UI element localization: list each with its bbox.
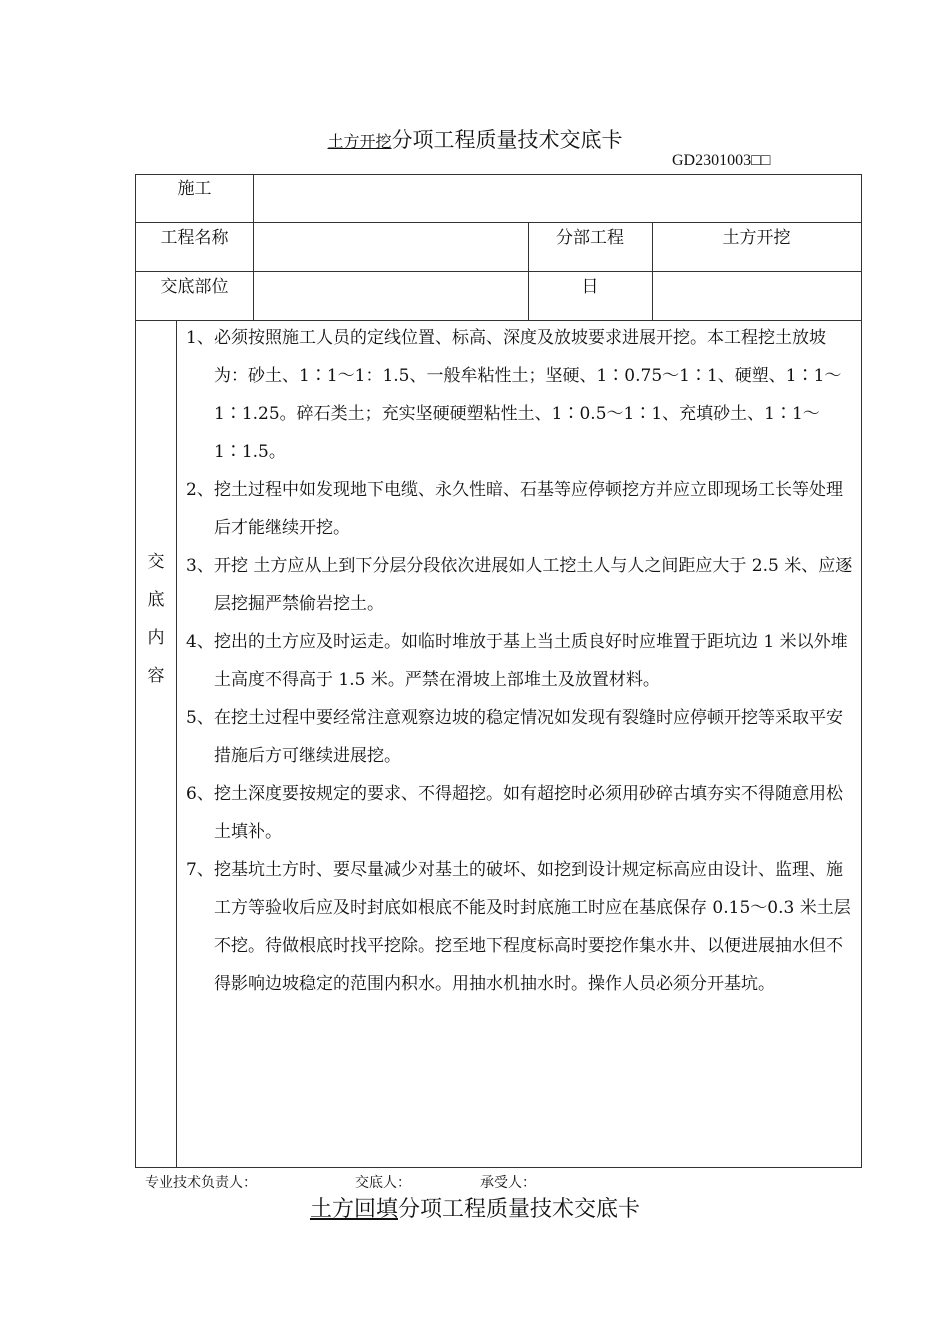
list-item: 1、 必须按照施工人员的定线位置、标高、深度及放坡要求进展开挖。本工程挖土放坡为：砂土、1∶1～1：1.5、一般牟粘性土；坚硬、1∶0.75～1∶1、硬塑、1∶1～1∶1.25。碎石类土；充实坚硬硬塑粘性土、1∶0.5～1∶1、充填砂土、1∶1～1∶1.5。 — [186, 328, 842, 462]
sub-project-value: 土方开挖 — [722, 228, 791, 248]
project-name-label: 工程名称 — [160, 228, 229, 248]
document-code: GD2301003□□ — [672, 152, 771, 169]
position-label: 交底部位 — [160, 277, 229, 297]
title-rest: 分项工程质量技术交底卡 — [398, 1197, 641, 1222]
title-underlined: 土方回填 — [309, 1197, 398, 1222]
construction-label: 施工 — [177, 179, 212, 199]
page-title — [0, 124, 950, 154]
list-item: 7、 挖基坑土方时、要尽量减少对基土的破坏、如挖到设计规定标高应由设计、监理、施工方等验收后应及时封底如根底不能及时封底施工时应在基底保存 0.15～0.3 米土层不挖。待做根底时找平挖除。挖至地下程度标高时要挖作集水井、以便进展抽水但不得影响边坡稳定的范围内积水。用抽水机抽水时。操作人员必须分开基坑。 — [186, 860, 851, 994]
list-item: 2、 挖土过程中如发现地下电缆、永久性暗、石基等应停顿挖方并应立即现场工长等处理后才能继续开挖。 — [186, 480, 843, 538]
disclosure-content — [176, 319, 856, 1003]
discloser-label: 交底人： — [355, 1175, 411, 1191]
list-item: 4、 挖出的土方应及时运走。如临时堆放于基上当土质良好时应堆置于距坑边 1 米以外堆土高度不得高于 1.5 米。严禁在滑坡上部堆土及放置材料。 — [186, 632, 848, 690]
sub-project-label: 分部工程 — [556, 228, 624, 248]
content-label: 交 底 内 容 — [147, 552, 165, 686]
second-title — [0, 1192, 950, 1223]
date-label: 日 — [581, 277, 599, 297]
receiver-label: 承受人： — [480, 1175, 536, 1191]
disclosure-form — [135, 174, 862, 1168]
list-item: 6、 挖土深度要按规定的要求、不得超挖。如有超挖时必须用砂碎古填夯实不得随意用松土填补。 — [186, 784, 843, 842]
list-item: 3、 开挖 土方应从上到下分层分段依次进展如人工挖土人与人之间距应大于 2.5 米、应逐层挖掘严禁偷岩挖土。 — [186, 556, 853, 614]
title-underlined: 土方开挖 — [327, 132, 392, 151]
list-item: 5、 在挖土过程中要经常注意观察边坡的稳定情况如发现有裂缝时应停顿开挖等采取平安措施后方可继续进展挖。 — [186, 708, 843, 766]
title-rest: 分项工程质量技术交底卡 — [391, 128, 623, 152]
tech-lead-label: 专业技术负责人： — [145, 1175, 257, 1191]
